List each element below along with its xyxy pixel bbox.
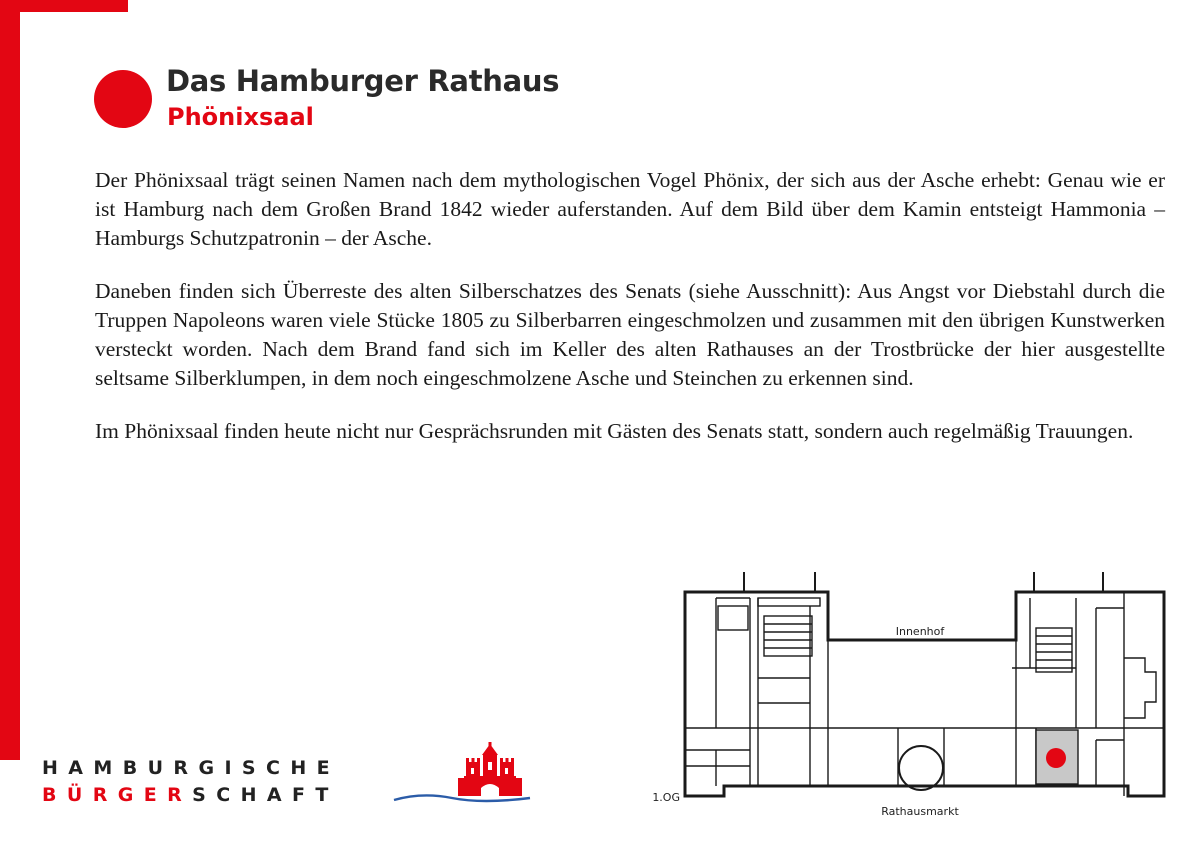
logo-text-line2: [42, 784, 339, 806]
body-text: [95, 166, 1165, 470]
location-marker-icon: [1046, 748, 1066, 768]
label-innenhof: Innenhof: [895, 625, 945, 638]
label-rathausmarkt: Rathausmarkt: [881, 805, 959, 818]
paragraph-2: Daneben finden sich Überreste des alten Silberschatzes des Senats (siehe Ausschnitt): Aus Angst vor Diebstahl durch die Truppen Napoleons waren viele Stücke 1805 zu Silberbarren eingeschmolzen und zusammen mit den übrigen Kunstwerken versteckt worden. Nach dem Brand fand sich im Keller des alten Rathauses an der Trostbrücke der hier ausgestellte seltsame Silberklumpen, in dem noch eingeschmolzene Asche und Steinchen zu erkennen sind.: [95, 279, 1165, 390]
logo-text-schaft: SCHAFT: [192, 784, 339, 806]
page-subtitle: Phönixsaal: [167, 103, 314, 131]
paragraph-3: Im Phönixsaal finden heute nicht nur Gesprächsrunden mit Gästen des Senats statt, sondern auch regelmäßig Trauungen.: [95, 419, 1134, 443]
paragraph-1: Der Phönixsaal trägt seinen Namen nach dem mythologischen Vogel Phönix, der sich aus der Asche erhebt: Genau wie er ist Hamburg nach dem Großen Brand 1842 wieder auferstanden. Auf dem Bild über dem Kamin entsteigt Hammonia – Hamburgs Schutzpatronin – der Asche.: [95, 168, 1165, 250]
red-frame-left: [0, 0, 20, 760]
red-dot-icon: [94, 70, 152, 128]
logo-text-line1: HAMBURGISCHE: [42, 757, 341, 779]
logo-text-buerger: BÜRGER: [42, 784, 193, 806]
page-title: Das Hamburger Rathaus: [166, 64, 560, 98]
red-frame-top: [0, 0, 128, 12]
label-floor: 1.OG: [652, 791, 680, 804]
floor-plan: [640, 568, 1180, 828]
hamburg-crest-icon: [392, 742, 532, 804]
